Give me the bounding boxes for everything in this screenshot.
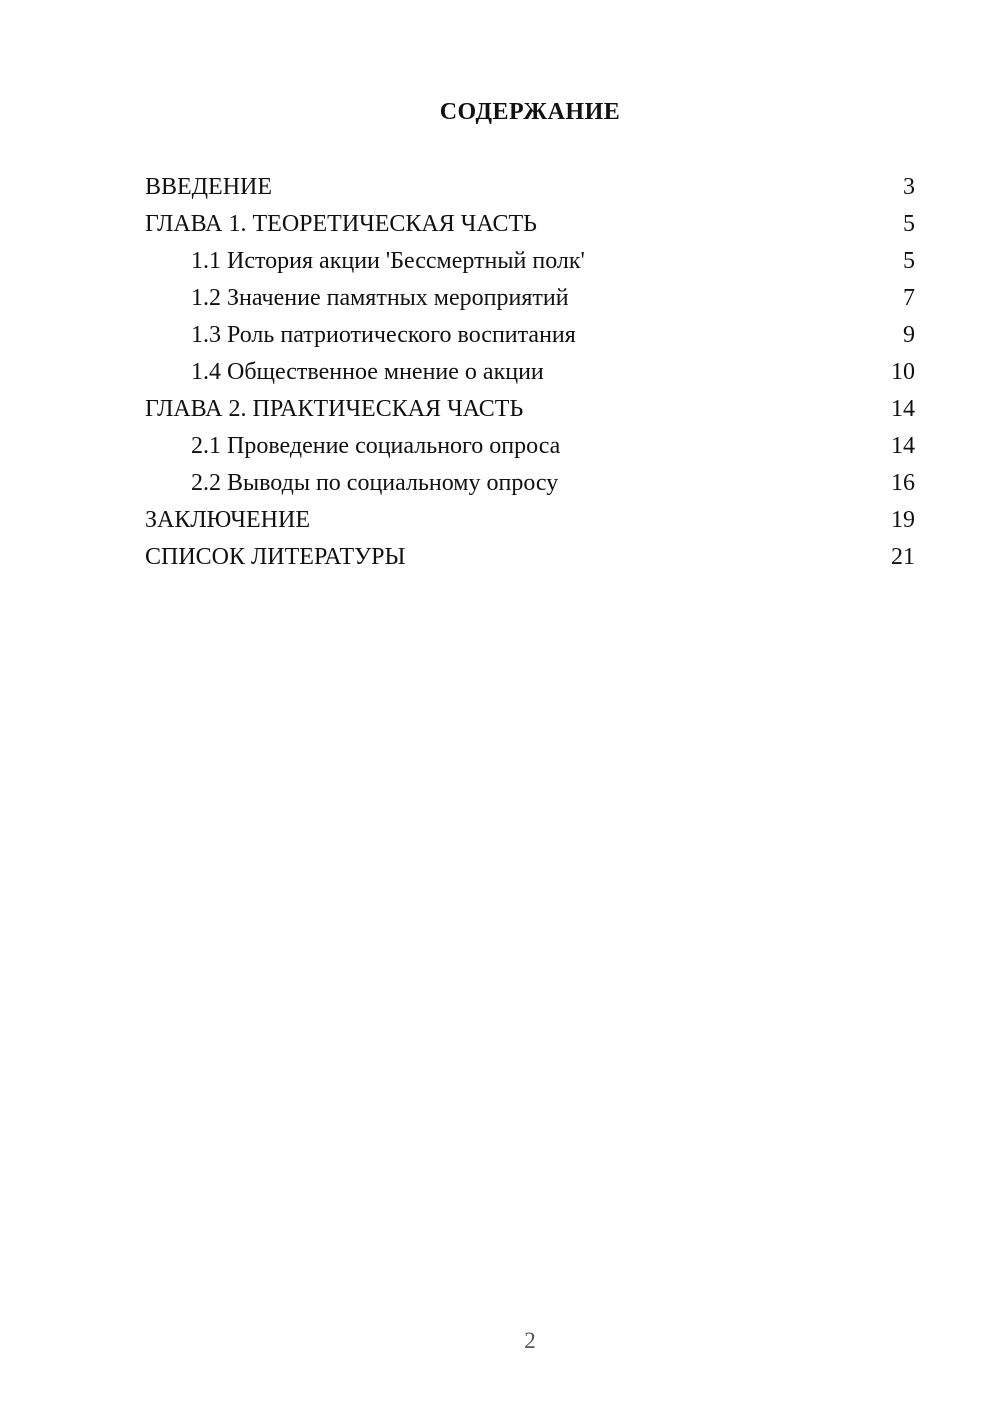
toc-entry-page-number: 14 [891, 396, 915, 422]
toc-entry-page-number: 10 [891, 359, 915, 385]
toc-entry-label: ГЛАВА 2. ПРАКТИЧЕСКАЯ ЧАСТЬ [145, 396, 524, 422]
toc-entry-label: СПИСОК ЛИТЕРАТУРЫ [145, 544, 406, 570]
toc-entry-label: 1.3 Роль патриотического воспитания [191, 322, 576, 348]
toc-entry [145, 243, 915, 280]
toc-entry-label: 1.1 История акции 'Бессмертный полк' [191, 248, 585, 274]
toc-entry-page-number: 21 [891, 544, 915, 570]
toc-entry-label: ЗАКЛЮЧЕНИЕ [145, 507, 310, 533]
toc-entry [145, 502, 915, 539]
toc-entry-label: 1.2 Значение памятных мероприятий [191, 285, 569, 311]
page-footer [145, 1326, 915, 1356]
toc-entry [145, 391, 915, 428]
toc-entry [145, 428, 915, 465]
toc-entry-label: ГЛАВА 1. ТЕОРЕТИЧЕСКАЯ ЧАСТЬ [145, 211, 537, 237]
toc-entry-label: 2.1 Проведение социального опроса [191, 433, 561, 459]
toc-entry [145, 354, 915, 391]
toc-entry-label: ВВЕДЕНИЕ [145, 174, 273, 200]
toc-entry [145, 206, 915, 243]
toc-entry-label: 1.4 Общественное мнение о акции [191, 359, 544, 385]
footer-page-number: 2 [524, 1328, 536, 1353]
toc-entry-page-number: 16 [891, 470, 915, 496]
toc-entry-page-number: 14 [891, 433, 915, 459]
toc-entry-page-number: 5 [903, 211, 915, 237]
toc-entry-page-number: 5 [903, 248, 915, 274]
toc-entry [145, 169, 915, 206]
toc-entry-label: 2.2 Выводы по социальному опросу [191, 470, 559, 496]
toc-entry [145, 317, 915, 354]
table-of-contents [145, 169, 915, 576]
toc-entry [145, 539, 915, 576]
toc-entry-page-number: 7 [903, 285, 915, 311]
toc-entry-page-number: 9 [903, 322, 915, 348]
toc-entry [145, 280, 915, 317]
toc-entry-page-number: 3 [903, 174, 915, 200]
page-title: СОДЕРЖАНИЕ [439, 99, 621, 125]
toc-entry [145, 465, 915, 502]
toc-entry-page-number: 19 [891, 507, 915, 533]
page-content [145, 0, 915, 576]
